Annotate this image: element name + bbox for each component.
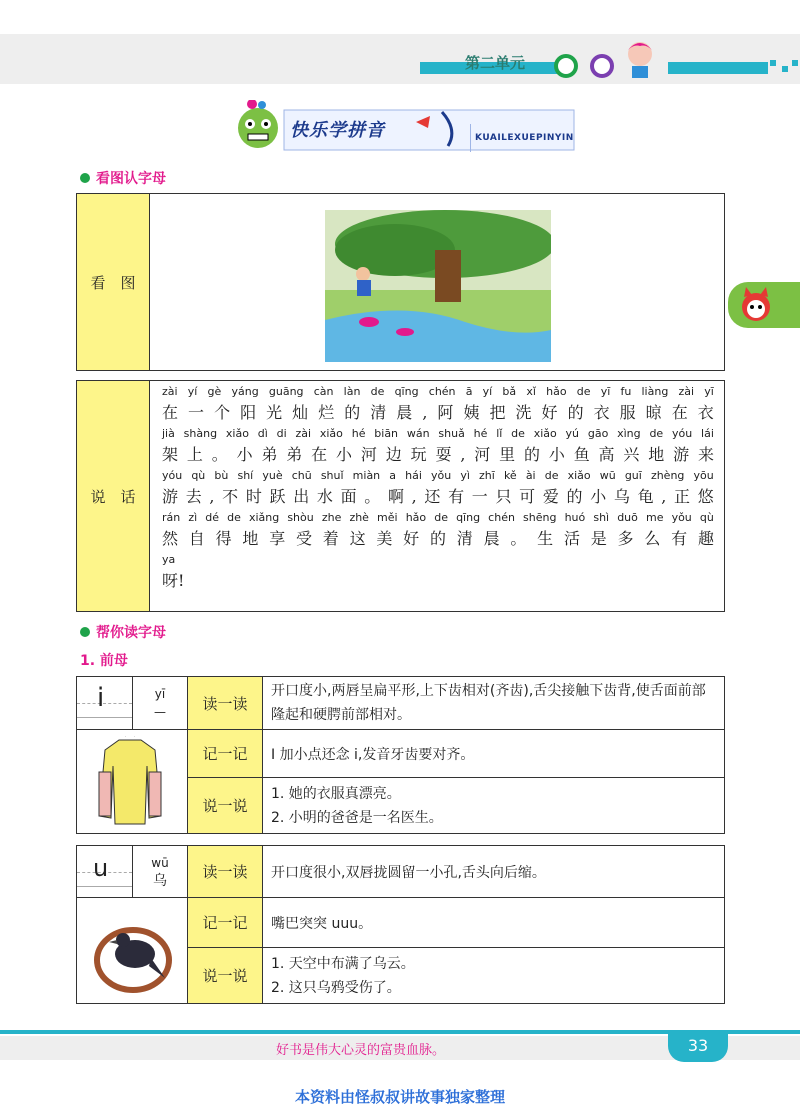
pinyin-syllable: a [389, 469, 397, 482]
pinyin-syllable: xiǎo [533, 427, 557, 440]
read-label: 读一读 [188, 677, 263, 730]
pinyin-syllable: shuǐ [320, 469, 344, 482]
story-text [162, 383, 714, 593]
pinyin-syllable: qīng [394, 385, 419, 398]
hanzi-char: 好 [403, 529, 420, 548]
hanzi-char: 跃 [269, 487, 286, 506]
letter-u: u [93, 854, 109, 882]
hanzi-char: 得 [215, 529, 232, 548]
pinyin-syllable: hái [405, 469, 422, 482]
hanzi-char: 。 [211, 445, 228, 464]
hanzi-char: 然 [162, 529, 179, 548]
pinyin-syllable: miàn [352, 469, 381, 482]
hanzi-char: ! [178, 571, 185, 590]
pinyin-syllable: měi [377, 511, 398, 524]
hanzi-char: , [209, 487, 215, 506]
hanzi-char: 美 [376, 529, 393, 548]
hanzi-char: , [661, 487, 667, 506]
pinyin-syllable: bǎ [502, 385, 517, 398]
hanzi-char: , [411, 487, 417, 506]
hanzi-char: 多 [617, 529, 634, 548]
pinyin-syllable: hé [351, 427, 366, 440]
say-item: 1. 天空中布满了乌云。 [271, 955, 415, 972]
hanzi-char: 有 [448, 487, 465, 506]
pinyin-syllable: huó [564, 511, 586, 524]
ring-green-icon [554, 54, 578, 78]
hanzi-char: 乌 [613, 487, 630, 506]
hanzi-char: 水 [316, 487, 333, 506]
pinyin-syllable: qù [191, 469, 206, 482]
pinyin-syllable: yǒu [431, 469, 452, 482]
pinyin: wū [151, 855, 169, 870]
pinyin-syllable: de [434, 511, 448, 524]
hanzi-char: 游 [673, 445, 690, 464]
pinyin-syllable: chén [488, 511, 515, 524]
hanzi-char: 在 [671, 403, 688, 422]
hanzi-char: 清 [456, 529, 473, 548]
pinyin-syllable: rán [162, 511, 181, 524]
hanzi-char: 洗 [515, 403, 532, 422]
hanzi-char: 这 [349, 529, 366, 548]
memo-text: I 加小点还念 i,发音牙齿要对齐。 [263, 730, 725, 778]
hanzi-char: 。 [364, 487, 381, 506]
section-read-heading [80, 622, 166, 642]
story-hanzi-line [162, 443, 714, 467]
hanzi-char: 河 [360, 445, 377, 464]
hanzi-char: 只 [495, 487, 512, 506]
pinyin-syllable: làn [343, 385, 361, 398]
hanzi-char: 么 [644, 529, 661, 548]
pinyin-syllable: yī [704, 385, 714, 398]
pinyin-syllable: yú [565, 427, 580, 440]
pinyin-syllable: de [544, 469, 559, 482]
pinyin-syllable: yì [460, 469, 470, 482]
pinyin-syllable: yī [600, 385, 611, 398]
story-pinyin-line [162, 425, 714, 443]
hanzi-char: 把 [489, 403, 506, 422]
hanzi-char: 不 [222, 487, 239, 506]
pinyin-syllable: dé [205, 511, 220, 524]
pinyin-syllable: ā [465, 385, 473, 398]
story-hanzi-line [162, 401, 714, 425]
hanzi-char: 晾 [645, 403, 662, 422]
hanzi-char: 架 [162, 445, 179, 464]
hanzi-char: 出 [293, 487, 310, 506]
story-pinyin-line [162, 467, 714, 485]
read-text: 开口度小,两唇呈扁平形,上下齿相对(齐齿),舌尖接触下齿背,使舌面前部隆起和硬腭前部相对。 [263, 677, 725, 730]
pinyin-syllable: yuè [262, 469, 283, 482]
mascot-girl-icon [616, 36, 664, 80]
hanzi-char: 阿 [437, 403, 454, 422]
hanzi-char: 服 [619, 403, 636, 422]
pinyin-syllable: gè [207, 385, 222, 398]
pinyin-syllable: de [511, 427, 525, 440]
hanzi-char: 着 [322, 529, 339, 548]
pinyin-syllable: wū [599, 469, 616, 482]
story-pinyin-line [162, 551, 714, 569]
hanzi-char: 的 [523, 445, 540, 464]
talk-table [76, 380, 725, 612]
pinyin-syllable: wán [406, 427, 430, 440]
story-cell [150, 381, 725, 612]
pinyin-syllable: kě [503, 469, 517, 482]
pinyin-syllable: xìng [617, 427, 641, 440]
pinyin: yī [154, 687, 166, 701]
memo-label: 记一记 [188, 898, 263, 948]
hanzi-char: 小 [548, 445, 565, 464]
say-item: 2. 小明的爸爸是一名医生。 [271, 809, 443, 826]
pinyin-syllable: lái [701, 427, 714, 440]
hanzi-char: 小 [590, 487, 607, 506]
pinyin-syllable: xǐ [526, 385, 536, 398]
pinyin-syllable: liàng [641, 385, 669, 398]
jacket-picture-cell [77, 730, 188, 834]
pinyin-syllable: xiǎo [319, 427, 343, 440]
hanzi-char: 游 [162, 487, 179, 506]
hanzi-char: 弟 [261, 445, 278, 464]
hanzi-char: 活 [563, 529, 580, 548]
hanzi-char: 趣 [697, 529, 714, 548]
banner-subtitle: KUAILEXUEPINYIN [470, 124, 577, 152]
pinyin-syllable: yǒu [671, 511, 692, 524]
pinyin-syllable: shuǎ [438, 427, 465, 440]
memo-text: 嘴巴突突 uuu。 [263, 898, 725, 948]
letter-cell [77, 846, 133, 898]
pinyin-syllable: bù [214, 469, 229, 482]
pinyin-syllable: xiǎo [567, 469, 591, 482]
hanzi-char: 正 [674, 487, 691, 506]
pinyin-syllable: di [276, 427, 287, 440]
read-text: 开口度很小,双唇拢圆留一小孔,舌头向后缩。 [263, 846, 725, 898]
pinyin-syllable: chén [428, 385, 456, 398]
say-label: 说一说 [188, 778, 263, 834]
hanzi-char: 还 [424, 487, 441, 506]
pinyin-syllable: hǎo [405, 511, 427, 524]
pinyin-syllable: gāo [587, 427, 609, 440]
hanzi-char: 兴 [623, 445, 640, 464]
say-label: 说一说 [188, 948, 263, 1004]
pinyin-syllable: shàng [183, 427, 218, 440]
side-tab [728, 282, 800, 328]
pinyin-syllable: de [227, 511, 241, 524]
pinyin-syllable: zì [188, 511, 198, 524]
hanzi-char: 爱 [542, 487, 559, 506]
pinyin-syllable: zhe [321, 511, 342, 524]
pinyin-cell [133, 677, 188, 730]
hanzi-char: 小 [336, 445, 353, 464]
pinyin-syllable: hé [473, 427, 488, 440]
look-label: 看 图 [77, 194, 150, 371]
subsection-title: 1. 前母 [80, 653, 128, 669]
pinyin-syllable: duō [617, 511, 638, 524]
hanzi-char: 来 [697, 445, 714, 464]
pinyin-syllable: zài [678, 385, 695, 398]
pinyin-syllable: càn [313, 385, 334, 398]
pinyin-syllable: shòu [287, 511, 314, 524]
story-hanzi-line [162, 569, 714, 593]
hanzi-char: 享 [269, 529, 286, 548]
story-hanzi-line [162, 527, 714, 551]
pinyin-syllable: yí [482, 385, 493, 398]
pinyin-syllable: yóu [672, 427, 693, 440]
hanzi-char: 衣 [593, 403, 610, 422]
hanzi-char: 晨 [396, 403, 413, 422]
banner-title: 快乐学拼音 [290, 120, 385, 141]
hanzi-char: 耍 [435, 445, 452, 464]
pinyin-syllable: qù [699, 511, 714, 524]
hanzi-char: 可 [519, 487, 536, 506]
say-list [263, 948, 725, 1004]
pinyin-syllable: shēng [523, 511, 557, 524]
read-label: 读一读 [188, 846, 263, 898]
pinyin-syllable: zài [295, 427, 312, 440]
hanzi-char: 龟 [637, 487, 654, 506]
pinyin-cell [133, 846, 188, 898]
letter-i-table [76, 676, 725, 834]
picture-cell [150, 194, 725, 371]
pinyin-syllable: ya [162, 553, 176, 566]
pinyin-syllable: xiǎo [225, 427, 249, 440]
hanzi-char: 的 [429, 529, 446, 548]
pinyin-syllable: yáng [231, 385, 259, 398]
pinyin-syllable: ài [525, 469, 536, 482]
hanzi-char: 地 [648, 445, 665, 464]
look-picture-table [76, 193, 725, 371]
jacket-illustration [95, 736, 165, 828]
word: 乌 [153, 872, 167, 889]
pinyin-syllable: zhèng [650, 469, 685, 482]
pinyin-syllable: shí [237, 469, 254, 482]
hanzi-char: 呀 [162, 571, 179, 590]
hanzi-char: 上 [186, 445, 203, 464]
pinyin-syllable: zài [162, 385, 178, 398]
say-item: 2. 这只乌鸦受伤了。 [271, 979, 401, 996]
fox-mascot-icon [736, 285, 776, 325]
pinyin-syllable: de [370, 385, 385, 398]
hanzi-char: 光 [266, 403, 283, 422]
word: — [154, 705, 166, 719]
hanzi-char: 去 [185, 487, 202, 506]
hanzi-char: 小 [236, 445, 253, 464]
say-item: 1. 她的衣服真漂亮。 [271, 785, 401, 802]
hanzi-char: 灿 [292, 403, 309, 422]
letter-cell [77, 677, 133, 730]
hanzi-char: 时 [245, 487, 262, 506]
hanzi-char: 河 [474, 445, 491, 464]
bullet-dot-icon [80, 173, 90, 183]
hanzi-char: 自 [188, 529, 205, 548]
hanzi-char: 在 [162, 403, 179, 422]
pinyin-syllable: yōu [693, 469, 714, 482]
hanzi-char: 好 [541, 403, 558, 422]
hanzi-char: 一 [188, 403, 205, 422]
pinyin-syllable: biān [374, 427, 399, 440]
hanzi-char: 玩 [410, 445, 427, 464]
hanzi-char: 鱼 [573, 445, 590, 464]
pinyin-syllable: hǎo [546, 385, 567, 398]
hanzi-char: 衣 [697, 403, 714, 422]
hanzi-char: 一 [471, 487, 488, 506]
hanzi-char: 姨 [463, 403, 480, 422]
pinyin-syllable: me [645, 511, 664, 524]
memo-label: 记一记 [188, 730, 263, 778]
hanzi-char: 烂 [318, 403, 335, 422]
hanzi-char: 是 [590, 529, 607, 548]
pinyin-syllable: yí [187, 385, 198, 398]
pinyin-syllable: shì [593, 511, 610, 524]
hanzi-char: 边 [385, 445, 402, 464]
pinyin-syllable: lǐ [496, 427, 503, 440]
story-pinyin-line [162, 509, 714, 527]
hanzi-char: 悠 [697, 487, 714, 506]
hanzi-char: 个 [214, 403, 231, 422]
pinyin-syllable: de [649, 427, 664, 440]
hanzi-char: 晨 [483, 529, 500, 548]
hanzi-char: 阳 [240, 403, 257, 422]
hanzi-char: 里 [499, 445, 516, 464]
page-number: 33 [668, 1030, 728, 1062]
letter-u-table [76, 845, 725, 1004]
hanzi-char: 。 [510, 529, 527, 548]
crow-nest-illustration [93, 904, 173, 996]
story-pinyin-line [162, 383, 714, 401]
riverside-tree-illustration [325, 210, 551, 362]
pinyin-syllable: zhè [349, 511, 369, 524]
hanzi-char: 在 [311, 445, 328, 464]
unit-title: 第二单元 [464, 54, 525, 72]
bullet-dot-icon [80, 627, 90, 637]
hanzi-char: 生 [537, 529, 554, 548]
section-look-heading [80, 168, 166, 188]
hanzi-char: , [422, 403, 428, 422]
pinyin-syllable: dì [257, 427, 268, 440]
pinyin-syllable: jià [162, 427, 175, 440]
hanzi-char: 啊 [387, 487, 404, 506]
ring-purple-icon [590, 54, 614, 78]
hanzi-char: 面 [340, 487, 357, 506]
hanzi-char: 的 [567, 403, 584, 422]
hanzi-char: 弟 [286, 445, 303, 464]
hanzi-char: 高 [598, 445, 615, 464]
pinyin-syllable: qīng [456, 511, 481, 524]
pinyin-syllable: fu [620, 385, 632, 398]
pinyin-syllable: yóu [162, 469, 183, 482]
section-title: 看图认字母 [96, 171, 166, 187]
letter-i: i [97, 683, 105, 713]
pinyin-syllable: de [576, 385, 591, 398]
hanzi-char: 清 [370, 403, 387, 422]
talk-label: 说 话 [77, 381, 150, 612]
section-title: 帮你读字母 [96, 625, 166, 641]
hanzi-char: 受 [295, 529, 312, 548]
slogan-text: 好书是伟大心灵的富贵血脉。 [276, 1043, 446, 1058]
hanzi-char: 的 [566, 487, 583, 506]
hanzi-char: 有 [671, 529, 688, 548]
pinyin-syllable: chū [291, 469, 312, 482]
story-hanzi-line [162, 485, 714, 509]
pinyin-syllable: zhī [479, 469, 495, 482]
hanzi-char: 地 [242, 529, 259, 548]
pinyin-syllable: guī [624, 469, 642, 482]
pinyin-syllable: xiǎng [248, 511, 280, 524]
hanzi-char: 的 [344, 403, 361, 422]
pinyin-syllable: guāng [268, 385, 304, 398]
hanzi-char: , [460, 445, 466, 464]
credit-text: 本资料由怪叔叔讲故事独家整理 [294, 1088, 505, 1106]
crow-picture-cell [77, 898, 188, 1004]
say-list [263, 778, 725, 834]
